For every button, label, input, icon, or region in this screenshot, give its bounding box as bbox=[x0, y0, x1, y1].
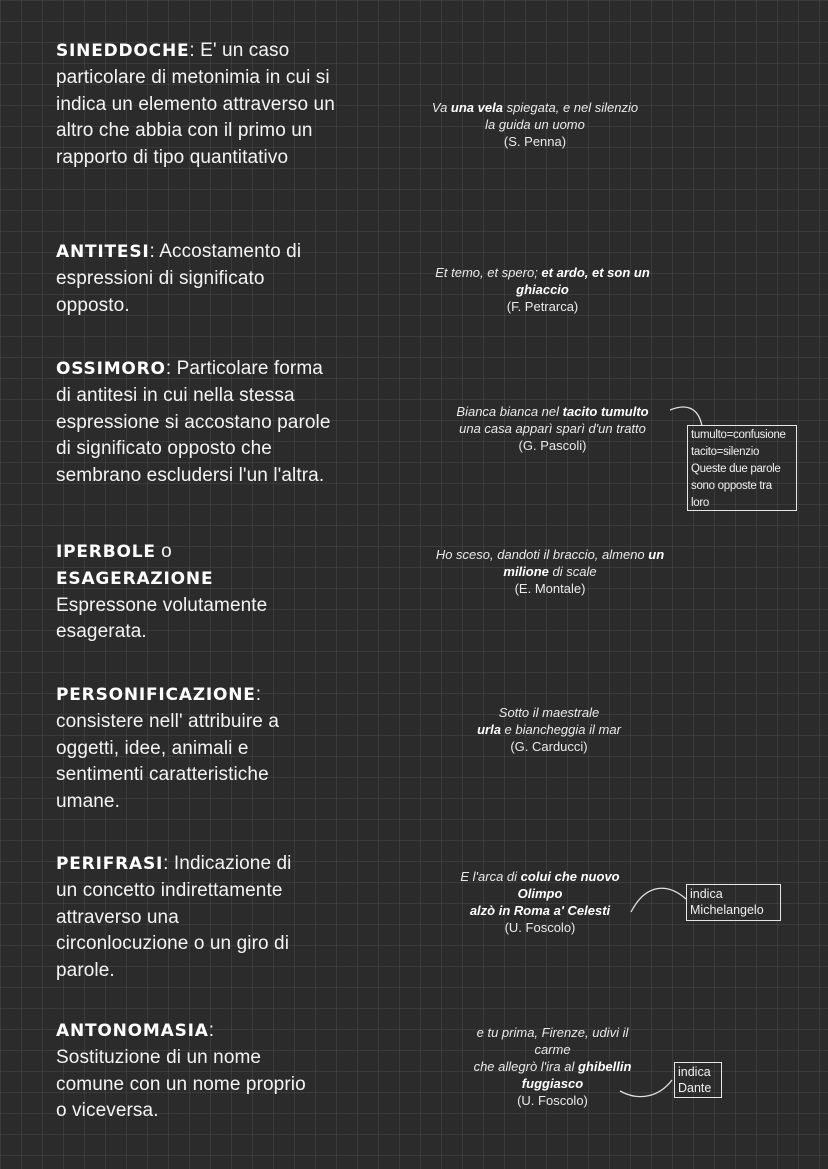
definition-antonomasia: ANTONOMASIA: Sostituzione di un nome comune con un nome proprio o viceversa. bbox=[56, 1020, 306, 1122]
definition-text: consistere nell' attribuire a oggetti, idee, animali e sentimenti caratteristiche umane. bbox=[56, 710, 280, 813]
connector-line bbox=[618, 1074, 674, 1100]
example-antonomasia: e tu prima, Firenze, udivi il carme che allegrò l'ira al ghibellin fuggiasco (U. Foscolo) bbox=[440, 1024, 665, 1109]
term-title: ANTONOMASIA bbox=[56, 1021, 209, 1041]
definition-sineddoche: SINEDDOCHE: E' un caso particolare di metonimia in cui si indica un elemento attraverso un altro che abbia con il primo un rapporto di tipo quantitativo bbox=[56, 40, 335, 169]
example-author: (E. Montale) bbox=[514, 581, 586, 596]
example-author: (G. Carducci) bbox=[510, 739, 588, 754]
example-antitesi: Et temo, et spero; et ardo, et son un ghiaccio (F. Petrarca) bbox=[400, 264, 685, 315]
definition-perifrasi: PERIFRASI: Indicazione di un concetto indirettamente attraverso una circonlocuzione o un giro di parole. bbox=[56, 853, 292, 982]
example-iperbole: Ho sceso, dandoti il braccio, almeno un milione di scale (E. Montale) bbox=[400, 546, 700, 597]
note-antonomasia: indica Dante bbox=[674, 1062, 722, 1098]
term-title-2: ESAGERAZIONE bbox=[56, 568, 214, 589]
example-perifrasi: E l'arca di colui che nuovo Olimpo alzò in Roma a' Celesti (U. Foscolo) bbox=[440, 868, 640, 936]
definition-ossimoro: OSSIMORO: Particolare forma di antitesi in cui nella stessa espressione si accostano parole di significato opposto che sembrano escludersi l'un l'altra. bbox=[56, 358, 331, 487]
definition-antitesi: ANTITESI: Accostamento di espressioni di significato opposto. bbox=[56, 241, 302, 316]
note-perifrasi: indica Michelangelo bbox=[686, 884, 781, 921]
definition-text: Accostamento di espressioni di significato opposto. bbox=[56, 241, 302, 316]
term-title: OSSIMORO bbox=[56, 359, 166, 379]
definition-personificazione: PERSONIFICAZIONE: consistere nell' attribuire a oggetti, idee, animali e sentimenti caratteristiche umane. bbox=[56, 684, 280, 813]
term-title: PERIFRASI bbox=[56, 854, 164, 874]
example-author: (G. Pascoli) bbox=[518, 438, 587, 453]
connector-line bbox=[628, 885, 688, 925]
term-title: IPERBOLE bbox=[56, 542, 156, 562]
term-title: ANTITESI bbox=[56, 242, 150, 262]
example-author: (U. Foscolo) bbox=[504, 920, 576, 935]
definition-text: E' un caso particolare di metonimia in cui si indica un elemento attraverso un altro che abbia con il primo un rapporto di tipo quantitativo bbox=[56, 40, 335, 169]
example-author: (U. Foscolo) bbox=[517, 1093, 588, 1108]
definition-text: Indicazione di un concetto indirettamente attraverso una circonlocuzione o un giro di parole. bbox=[56, 853, 292, 982]
definition-text: Particolare forma di antitesi in cui nella stessa espressione si accostano parole di significato opposto che sembrano escludersi l'un l'altra. bbox=[56, 358, 331, 487]
example-author: (F. Petrarca) bbox=[506, 299, 579, 314]
definition-iperbole: IPERBOLE o ESAGERAZIONE Espressone volutamente esagerata. bbox=[56, 539, 316, 646]
term-title: PERSONIFICAZIONE bbox=[56, 685, 256, 705]
example-ossimoro: Bianca bianca nel tacito tumulto una casa apparì sparì d'un tratto (G. Pascoli) bbox=[420, 403, 685, 454]
note-ossimoro: tumulto=confusione tacito=silenzio Queste due parole sono opposte tra loro bbox=[687, 425, 797, 511]
example-author: (S. Penna) bbox=[503, 134, 567, 149]
example-sineddoche: Va una vela spiegata, e nel silenzio la guida un uomo (S. Penna) bbox=[400, 99, 670, 150]
example-personificazione: Sotto il maestrale urla e biancheggia il mar (G. Carducci) bbox=[430, 704, 668, 755]
definition-text: Espressone volutamente esagerata. bbox=[56, 594, 268, 643]
term-title: SINEDDOCHE bbox=[56, 41, 190, 61]
definition-text: Sostituzione di un nome comune con un nome proprio o viceversa. bbox=[56, 1046, 306, 1122]
